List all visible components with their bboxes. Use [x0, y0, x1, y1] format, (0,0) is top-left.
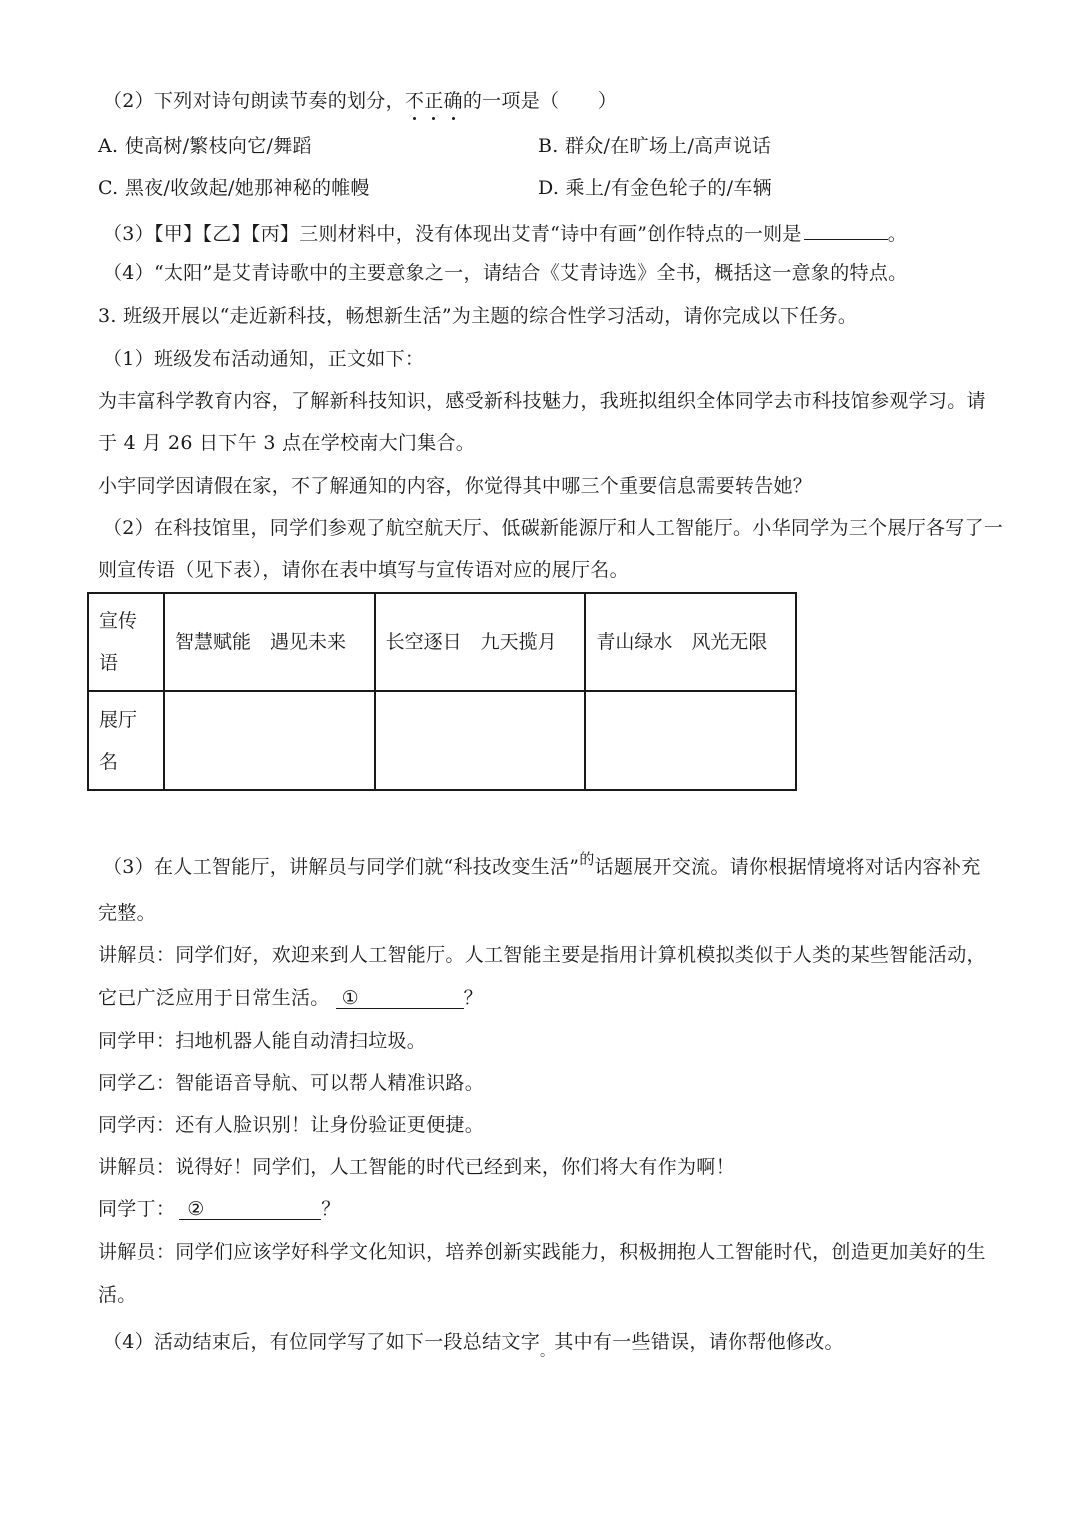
dialog-line: 同学甲：扫地机器人能自动清扫垃圾。 [98, 1030, 427, 1052]
dialog-line [98, 1197, 341, 1221]
q2-stem-suffix: 的一项是（ ） [462, 90, 618, 112]
part1-question: 小宇同学因请假在家，不了解通知的内容，你觉得其中哪三个重要信息需要转告她？ [98, 475, 813, 497]
q3-line [103, 219, 907, 246]
blank-marker: ① [341, 987, 359, 1009]
dialog-line: 同学乙：智能语音导航、可以帮人精准识路。 [98, 1072, 485, 1094]
question-mark: ？ [321, 1198, 341, 1220]
dialog-text: 同学丁： [98, 1198, 176, 1220]
dialog-line: 讲解员：说得好！同学们，人工智能的时代已经到来，你们将大有作为啊！ [98, 1156, 735, 1178]
q2-option-a: A. 使高树/繁枝向它/舞蹈 [98, 135, 312, 157]
dialog-text: 它已广泛应用于日常生活。 [98, 987, 330, 1009]
part3-superscript: 的 [579, 850, 595, 868]
part3-line-1a: （3）在人工智能厅，讲解员与同学们就“科技改变生活” [103, 856, 580, 878]
answer-blank[interactable] [804, 219, 888, 240]
hall-answer-cell[interactable] [164, 691, 375, 790]
question-mark: ？ [463, 987, 483, 1009]
slogan-cell: 长空逐日 九天揽月 [375, 593, 586, 691]
q3-text: （3）【甲】【乙】【丙】三则材料中，没有体现出艾青“诗中有画”创作特点的一则是 [103, 223, 802, 245]
emphasis-char: 确 [443, 90, 463, 112]
hall-answer-cell[interactable] [375, 691, 586, 790]
hall-answer-cell[interactable] [585, 691, 796, 790]
exhibit-table [87, 592, 797, 791]
part4-dot: 。 [540, 1344, 555, 1360]
row-head-slogan: 宣传语 [88, 593, 164, 691]
q2-stem-prefix: （2）下列对诗句朗读节奏的划分， [103, 90, 405, 112]
emphasis-char: 不 [404, 90, 425, 112]
q2-option-d: D. 乘上/有金色轮子的/车辆 [538, 177, 772, 199]
part3-line-1 [103, 850, 981, 880]
part3-line-2: 完整。 [98, 902, 156, 924]
answer-blank-1[interactable] [336, 986, 464, 1009]
slogan-cell: 青山绿水 风光无限 [585, 593, 796, 691]
q2-stem [103, 89, 617, 113]
section3-title: 3. 班级开展以“走近新科技，畅想新生活”为主题的综合性学习活动，请你完成以下任务。 [98, 305, 858, 327]
dialog-line: 活。 [98, 1284, 137, 1306]
blank-marker: ② [187, 1198, 205, 1220]
part4-text-a: （4）活动结束后，有位同学写了如下一段总结文字 [103, 1331, 540, 1353]
slogan-row [88, 593, 796, 691]
slogan-cell: 智慧赋能 遇见未来 [164, 593, 375, 691]
q4-line: （4）“太阳”是艾青诗歌中的主要意象之一，请结合《艾青诗选》全书，概括这一意象的特点。 [103, 262, 908, 284]
dialog-line [98, 986, 483, 1010]
q2-option-b: B. 群众/在旷场上/高声说话 [538, 135, 772, 157]
part3-line-1b: 话题展开交流。请你根据情境将对话内容补充 [594, 856, 981, 878]
answer-blank-2[interactable] [179, 1197, 321, 1220]
hall-row [88, 691, 796, 790]
q2-option-c: C. 黑夜/收敛起/她那神秘的帷幔 [98, 177, 370, 199]
emphasis-char: 正 [424, 90, 444, 112]
dialog-line: 讲解员：同学们好，欢迎来到人工智能厅。人工智能主要是指用计算机模拟类似于人类的某些智能活动， [98, 944, 986, 966]
part2-line-1: （2）在科技馆里，同学们参观了航空航天厅、低碳新能源厅和人工智能厅。小华同学为三个展厅各写了一 [103, 517, 1004, 539]
q3-end: 。 [887, 223, 908, 245]
part4-line [103, 1330, 844, 1360]
notice-line-1: 为丰富科学教育内容，了解新科技知识，感受新科技魅力，我班拟组织全体同学去市科技馆参观学习。请 [98, 390, 986, 412]
dialog-line: 讲解员：同学们应该学好科学文化知识，培养创新实践能力，积极拥抱人工智能时代，创造更加美好的生 [98, 1241, 986, 1263]
notice-line-2: 于 4 月 26 日下午 3 点在学校南大门集合。 [98, 432, 476, 454]
part4-text-b: 其中有一些错误，请你帮他修改。 [554, 1331, 844, 1353]
row-head-hall: 展厅名 [88, 691, 164, 790]
part1-label: （1）班级发布活动通知，正文如下： [103, 348, 425, 370]
part2-line-2: 则宣传语（见下表），请你在表中填写与宣传语对应的展厅名。 [98, 559, 629, 581]
dialog-line: 同学丙：还有人脸识别！让身份验证更便捷。 [98, 1114, 485, 1136]
